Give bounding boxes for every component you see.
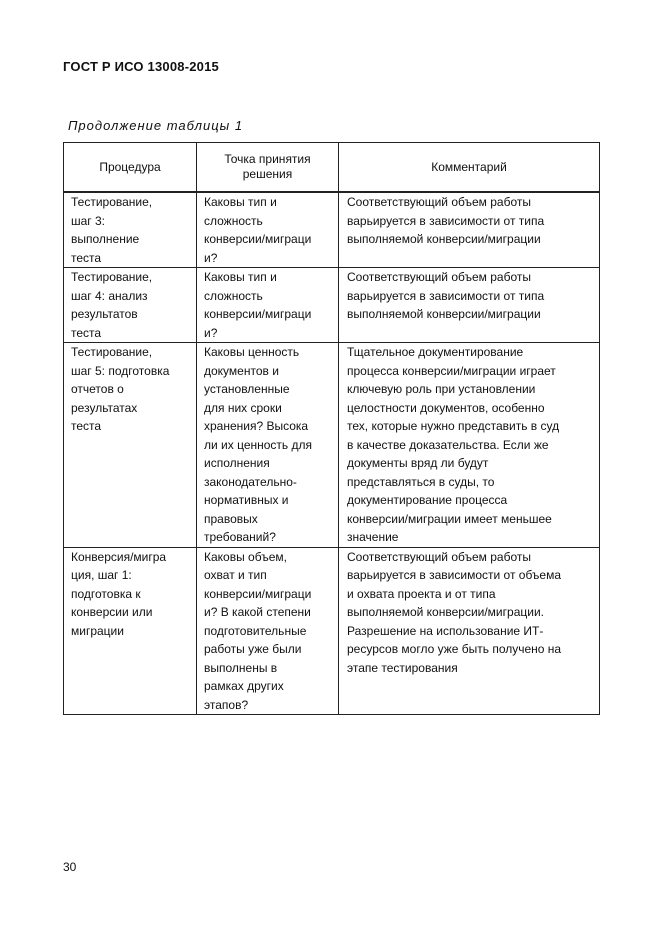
cell-text-line: ключевую роль при установлении xyxy=(347,382,536,396)
cell-text-line: рамках других xyxy=(204,679,284,693)
cell-text-line: процесса конверсии/миграции играет xyxy=(347,363,556,378)
cell-text-line: требований? xyxy=(204,530,276,544)
cell-text-line: теста xyxy=(71,250,102,265)
cell-comment xyxy=(339,268,600,343)
cell-text-line: и? xyxy=(204,325,218,340)
cell-text-line: документы вряд ли будут xyxy=(347,456,489,470)
cell-text-line: сложность xyxy=(204,288,263,303)
cell-procedure xyxy=(64,547,197,715)
cell-text-line: Соответствующий объем работы xyxy=(347,270,532,284)
cell-text-line: значение xyxy=(347,530,399,544)
cell-text-line: законодательно- xyxy=(204,474,297,489)
cell-text-line: и охвата проекта и от типа xyxy=(347,586,496,601)
cell-comment xyxy=(339,343,600,548)
cell-text-line: результатов xyxy=(71,307,138,321)
column-header-comment xyxy=(339,143,600,193)
cell-comment xyxy=(339,192,600,268)
table-body xyxy=(64,192,600,715)
cell-text-line: выполняемой конверсии/миграции xyxy=(347,232,541,246)
cell-text-line: правовых xyxy=(204,511,258,526)
cell-text-line: конверсии/миграци xyxy=(204,232,312,246)
cell-text-line: этапов? xyxy=(204,697,249,712)
cell-text-line: тех, которые нужно представить в суд xyxy=(347,419,560,433)
cell-decision-point xyxy=(197,343,339,548)
cell-decision-point xyxy=(197,192,339,268)
cell-text-line: Конверсия/мигра xyxy=(71,549,167,564)
cell-text-line: миграции xyxy=(71,623,124,638)
table-row xyxy=(64,343,600,548)
cell-text-line: Тестирование, xyxy=(71,195,153,209)
cell-decision-point xyxy=(197,268,339,343)
cell-text-line: сложность xyxy=(204,213,263,228)
cell-text-line: нормативных и xyxy=(204,493,289,507)
table-caption: Продолжение таблицы 1 xyxy=(68,118,244,133)
cell-text-line: отчетов о xyxy=(71,382,124,396)
table-row xyxy=(64,547,600,715)
cell-text-line: конверсии или xyxy=(71,605,153,619)
table-row xyxy=(64,268,600,343)
cell-text-line: подготовительные xyxy=(204,623,307,638)
page-number: 30 xyxy=(63,860,77,874)
procedure-table xyxy=(63,142,600,715)
cell-text-line: в качестве доказательства. Если же xyxy=(347,437,549,452)
cell-text-line: охват и тип xyxy=(204,568,267,582)
cell-text-line: ресурсов могло уже быть получено на xyxy=(347,642,562,656)
cell-text-line: теста xyxy=(71,325,102,340)
column-header-decision-point xyxy=(197,143,339,193)
cell-procedure xyxy=(64,343,197,548)
cell-procedure xyxy=(64,192,197,268)
cell-text-line: конверсии/миграци xyxy=(204,307,312,321)
table-header-row xyxy=(64,143,600,193)
cell-text-line: Каковы тип и xyxy=(204,270,277,284)
cell-text-line: конверсии/миграции имеет меньшее xyxy=(347,511,552,526)
cell-text-line: Каковы ценность xyxy=(204,345,300,359)
cell-text-line: установленные xyxy=(204,382,290,396)
cell-text-line: ция, шаг 1: xyxy=(71,568,132,582)
cell-comment xyxy=(339,547,600,715)
column-header-line: Процедура xyxy=(99,159,161,174)
cell-text-line: работы уже были xyxy=(204,642,302,656)
cell-decision-point xyxy=(197,547,339,715)
cell-text-line: Тщательное документирование xyxy=(347,345,524,359)
cell-text-line: хранения? Высока xyxy=(204,419,309,433)
cell-text-line: представляться в суды, то xyxy=(347,474,495,489)
cell-text-line: Соответствующий объем работы xyxy=(347,195,532,209)
cell-text-line: Каковы объем, xyxy=(204,549,287,564)
cell-text-line: для них сроки xyxy=(204,400,282,415)
cell-text-line: шаг 4: анализ xyxy=(71,288,148,303)
document-header: ГОСТ Р ИСО 13008-2015 xyxy=(63,59,219,74)
cell-text-line: конверсии/миграци xyxy=(204,586,312,601)
cell-text-line: варьируется в зависимости от объема xyxy=(347,568,562,582)
cell-text-line: целостности документов, особенно xyxy=(347,400,545,415)
cell-text-line: исполнения xyxy=(204,456,270,470)
column-header-procedure xyxy=(64,143,197,193)
cell-text-line: подготовка к xyxy=(71,586,141,601)
cell-text-line: Соответствующий объем работы xyxy=(347,549,532,564)
cell-text-line: выполнение xyxy=(71,232,140,246)
cell-text-line: шаг 3: xyxy=(71,213,106,228)
cell-text-line: Тестирование, xyxy=(71,345,153,359)
cell-text-line: результатах xyxy=(71,400,138,415)
cell-text-line: документирование процесса xyxy=(347,493,508,507)
table-row xyxy=(64,192,600,268)
cell-text-line: Разрешение на использование ИТ- xyxy=(347,623,544,638)
cell-text-line: документов и xyxy=(204,363,279,378)
cell-procedure xyxy=(64,268,197,343)
column-header-line: решения xyxy=(242,167,293,181)
cell-text-line: варьируется в зависимости от типа xyxy=(347,213,545,228)
cell-text-line: и? В какой степени xyxy=(204,605,311,619)
cell-text-line: ли их ценность для xyxy=(204,437,312,452)
cell-text-line: выполнены в xyxy=(204,660,278,675)
cell-text-line: Тестирование, xyxy=(71,270,153,284)
cell-text-line: теста xyxy=(71,419,102,433)
cell-text-line: Каковы тип и xyxy=(204,195,277,209)
column-header-line: Точка принятия xyxy=(224,152,311,166)
cell-text-line: выполняемой конверсии/миграции. xyxy=(347,605,544,619)
cell-text-line: шаг 5: подготовка xyxy=(71,363,170,378)
cell-text-line: варьируется в зависимости от типа xyxy=(347,288,545,303)
cell-text-line: выполняемой конверсии/миграции xyxy=(347,307,541,321)
column-header-line: Комментарий xyxy=(431,159,507,174)
cell-text-line: и? xyxy=(204,250,218,265)
cell-text-line: этапе тестирования xyxy=(347,660,458,675)
